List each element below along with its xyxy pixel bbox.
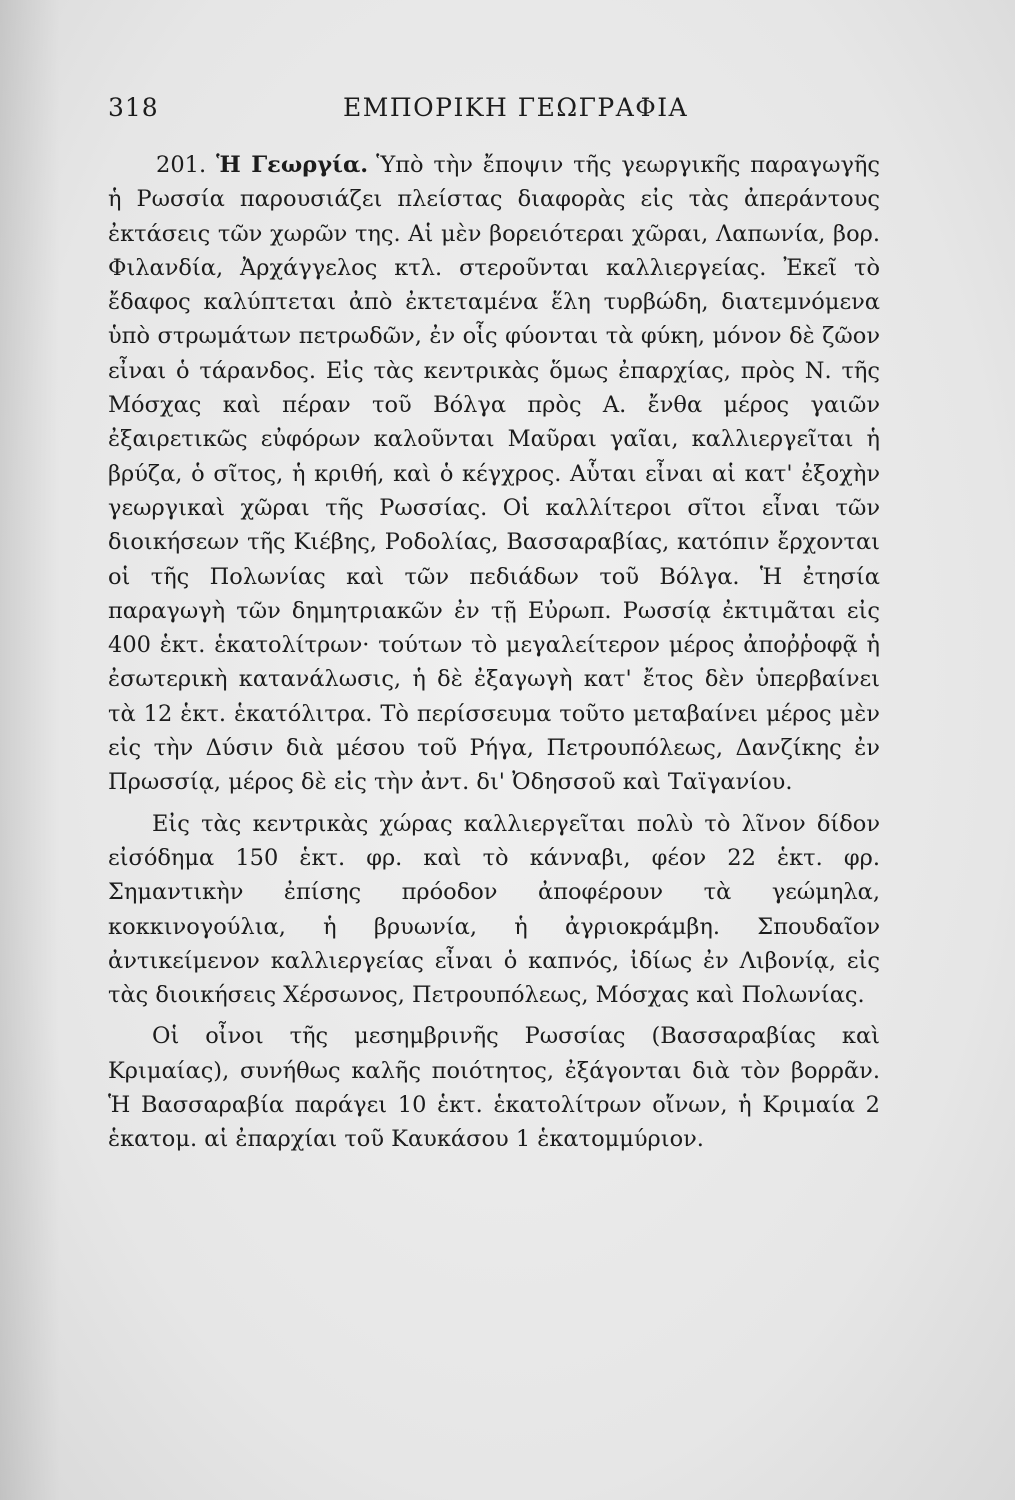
running-title: ΕΜΠΟΡΙΚΗ ΓΕΩΓΡΑΦΙΑ <box>343 93 689 122</box>
paragraph-1 <box>108 148 880 800</box>
section-number: 201. <box>156 152 207 178</box>
page-header <box>108 93 908 133</box>
page-edge-shadow <box>0 0 60 1500</box>
page-number: 318 <box>108 93 159 122</box>
paragraph-1-text: Ὑπὸ τὴν ἔποψιν τῆς γεωργικῆς παραγωγῆς ἡ Ρωσσία παρουσιάζει πλείστας διαφορὰς εἰς τὰς ἀπεράντους ἐκτάσεις τῶν χωρῶν της. Αἱ μὲν βορειότεραι χῶραι, Λαπωνία, βορ. Φιλανδία, Ἀρχάγγελος κτλ. στεροῦνται καλλιεργείας. Ἐκεῖ τὸ ἔδαφος καλύπτεται ἀπὸ ἐκτεταμένα ἕλη τυρβώδη, διατεμνόμενα ὑπὸ στρωμάτων πετρωδῶν, ἐν οἷς φύονται τὰ φύκη, μόνον δὲ ζῶον εἶναι ὁ τάρανδος. Εἰς τὰς κεντρικὰς ὅμως ἐπαρχίας, πρὸς Ν. τῆς Μόσχας καὶ πέραν τοῦ Βόλγα πρὸς Α. ἔνθα μέρος γαιῶν ἐξαιρετικῶς εὐφόρων καλοῦνται Μαῦραι γαῖαι, καλλιεργεῖται ἡ βρύζα, ὁ σῖτος, ἡ κριθή, καὶ ὁ κέγχρος. Αὗται εἶναι αἱ κατ' ἐξοχὴν γεωργικαὶ χῶραι τῆς Ρωσσίας. Οἱ καλλίτεροι σῖτοι εἶναι τῶν διοικήσεων τῆς Κιέβης, Ροδολίας, Βασσαραβίας, κατόπιν ἔρχονται οἱ τῆς Πολωνίας καὶ τῶν πεδιάδων τοῦ Βόλγα. Ἡ ἐτησία παραγωγὴ τῶν δημητριακῶν ἐν τῇ Εὐρωπ. Ρωσσίᾳ ἐκτιμᾶται εἰς 400 ἑκτ. ἑκατολίτρων· τούτων τὸ μεγαλείτερον μέρος ἀποῤῥοφᾷ ἡ ἐσωτερικὴ κατανάλωσις, ἡ δὲ ἐξαγωγὴ κατ' ἔτος δὲν ὑπερβαίνει τὰ 12 ἑκτ. ἑκατόλιτρα. Τὸ περίσσευμα τοῦτο μεταβαίνει μέρος μὲν εἰς τὴν Δύσιν διὰ μέσου τοῦ Ρήγα, Πετρουπόλεως, Δανζίκης ἐν Πρωσσίᾳ, μέρος δὲ εἰς τὴν ἀντ. δι' Ὀδησσοῦ καὶ Ταϊγανίου. <box>108 152 880 796</box>
paragraph-3: Οἱ οἶνοι τῆς μεσημβρινῆς Ρωσσίας (Βασσαραβίας καὶ Κριμαίας), συνήθως καλῆς ποιότητος, ἐξάγονται διὰ τὸν βορρᾶν. Ἡ Βασσαραβία παράγει 10 ἑκτ. ἑκατολίτρων οἴνων, ἡ Κριμαία 2 ἑκατομ. αἱ ἐπαρχίαι τοῦ Καυκάσου 1 ἑκατομμύριον. <box>108 1023 880 1153</box>
section-title: Ἡ Γεωργία. <box>216 152 369 178</box>
body-text <box>108 148 880 1157</box>
paragraph-2: Εἰς τὰς κεντρικὰς χώρας καλλιεργεῖται πολὺ τὸ λῖνον δίδον εἰσόδημα 150 ἑκτ. φρ. καὶ τὸ κάνναβι, φέον 22 ἑκτ. φρ. Σημαντικὴν ἐπίσης πρόοδον ἀποφέρουν τὰ γεώμηλα, κοκκινογούλια, ἡ βρυωνία, ἡ ἀγριοκράμβη. Σπουδαῖον ἀντικείμενον καλλιεργείας εἶναι ὁ καπνός, ἰδίως ἐν Λιβονίᾳ, εἰς τὰς διοικήσεις Χέρσωνος, Πετρουπόλεως, Μόσχας καὶ Πολωνίας. <box>108 810 880 1009</box>
